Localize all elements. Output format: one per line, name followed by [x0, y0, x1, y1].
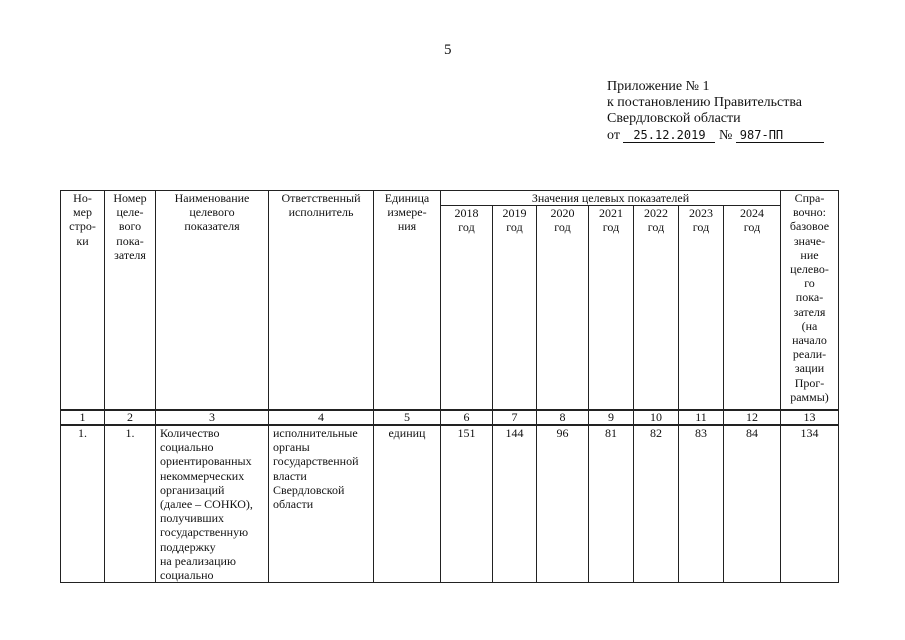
number-label: №: [718, 128, 733, 143]
cell-value-2021: 81: [589, 425, 634, 583]
cell-value-2018: 151: [441, 425, 493, 583]
from-label: от: [607, 128, 620, 143]
cell-value-2020: 96: [537, 425, 589, 583]
cell-base-value: 134: [781, 425, 839, 583]
header-executor: Ответственный исполнитель: [269, 191, 374, 411]
column-index: 8: [537, 410, 589, 425]
cell-value-2019: 144: [493, 425, 537, 583]
column-index: 2: [105, 410, 156, 425]
column-index: 10: [634, 410, 679, 425]
header-year: 2019 год: [493, 206, 537, 410]
header-year: 2023 год: [679, 206, 724, 410]
cell-value-2023: 83: [679, 425, 724, 583]
appendix-line-resolution: к постановлению Правительства: [607, 95, 803, 110]
cell-value-2022: 82: [634, 425, 679, 583]
header-year: 2020 год: [537, 206, 589, 410]
column-index: 1: [61, 410, 105, 425]
column-index: 5: [374, 410, 441, 425]
header-indicator-num: Номер целе- вого пока- зателя: [105, 191, 156, 411]
column-index: 3: [156, 410, 269, 425]
column-index: 13: [781, 410, 839, 425]
appendix-header: [607, 79, 824, 144]
column-index-row: [61, 410, 839, 425]
cell-value-2024: 84: [724, 425, 781, 583]
cell-executor: исполнительные органы государственной власти Свердловской области: [269, 425, 374, 583]
header-year: 2021 год: [589, 206, 634, 410]
resolution-number: 987-ПП: [736, 129, 824, 143]
column-index: 9: [589, 410, 634, 425]
header-year: 2024 год: [724, 206, 781, 410]
header-unit: Единица измере- ния: [374, 191, 441, 411]
cell-unit: единиц: [374, 425, 441, 583]
table-row: [61, 425, 839, 583]
header-year: 2022 год: [634, 206, 679, 410]
resolution-date: 25.12.2019: [623, 129, 715, 143]
column-index: 7: [493, 410, 537, 425]
page-number: 5: [444, 42, 452, 58]
header-year: 2018 год: [441, 206, 493, 410]
column-index: 6: [441, 410, 493, 425]
header-row-num: Но- мер стро- ки: [61, 191, 105, 411]
header-target-values: Значения целевых показателей: [441, 191, 781, 206]
cell-row-num: 1.: [61, 425, 105, 583]
column-index: 12: [724, 410, 781, 425]
column-index: 4: [269, 410, 374, 425]
appendix-title: Приложение № 1: [607, 79, 710, 94]
cell-indicator-num: 1.: [105, 425, 156, 583]
header-indicator-name: Наименование целевого показателя: [156, 191, 269, 411]
indicators-table: [60, 190, 839, 583]
appendix-date-line: [607, 128, 824, 144]
column-index: 11: [679, 410, 724, 425]
header-reference-base: Спра- вочно: базовое значе- ние целево- го пока- зателя (на начало реали- зации Прог- раммы): [781, 191, 839, 411]
appendix-line-region: Свердловской области: [607, 111, 741, 126]
cell-indicator-name: Количество социально ориентированных некоммерческих организаций (далее – СОНКО), получивших государственную поддержку на реализацию социально: [156, 425, 269, 583]
